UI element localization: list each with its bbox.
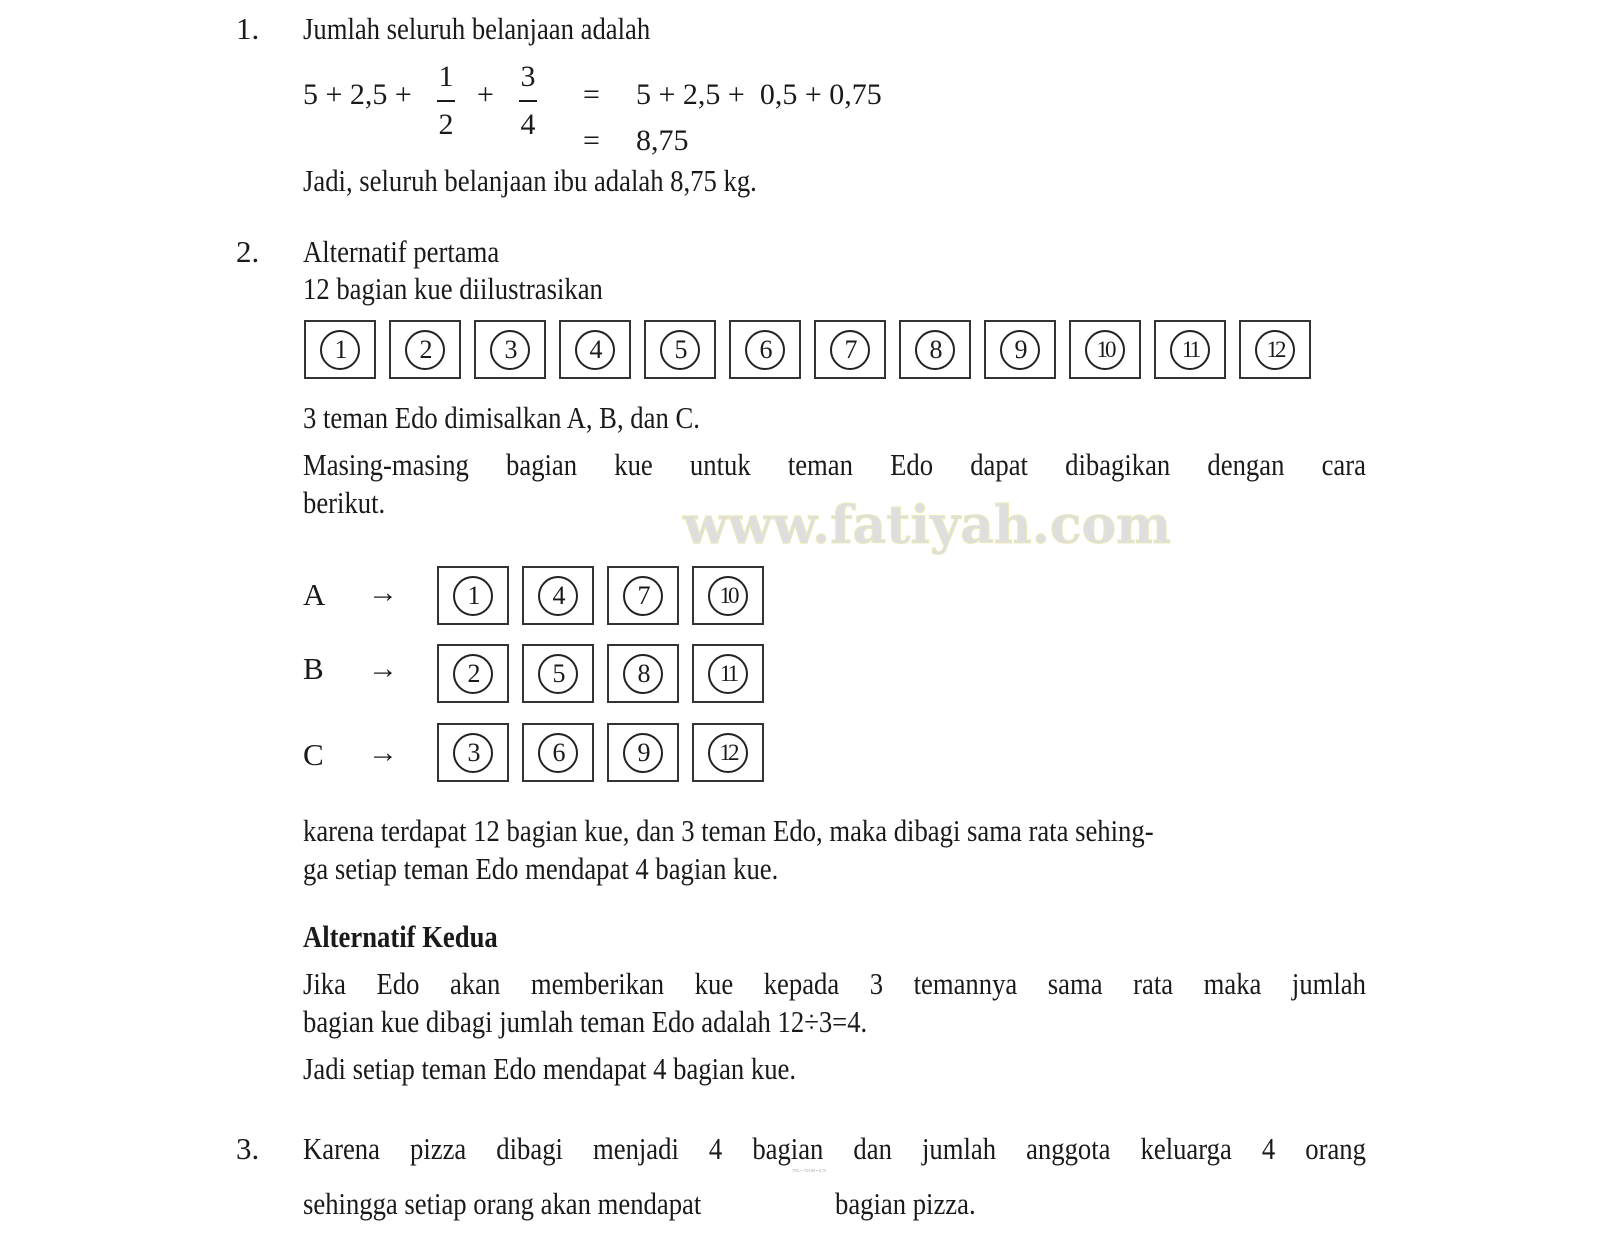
- question-3-line-1: Karena pizza dibagi menjadi 4 bagian dan jumlah anggota keluarga 4 orang: [303, 1131, 1366, 1166]
- question-3-line-2-start: sehingga setiap orang akan mendapat: [303, 1186, 702, 1221]
- friend-label: A: [303, 577, 326, 612]
- piece-number: 1: [453, 576, 493, 616]
- cake-piece: [899, 320, 971, 379]
- cake-piece: [607, 644, 679, 703]
- piece-number: 11: [1170, 330, 1210, 370]
- cake-piece: [607, 566, 679, 625]
- fraction-three-quarters: [513, 60, 543, 142]
- cake-piece: [474, 320, 546, 379]
- piece-number: 9: [1000, 330, 1040, 370]
- piece-number: 10: [1085, 330, 1125, 370]
- fraction-bar: [519, 100, 537, 102]
- cake-piece: [607, 723, 679, 782]
- piece-number: 12: [708, 733, 748, 773]
- friend-label: C: [303, 737, 324, 772]
- arrow-right-icon: →: [368, 576, 398, 609]
- cake-piece: [814, 320, 886, 379]
- cake-piece: [692, 723, 764, 782]
- cake-piece: [437, 644, 509, 703]
- piece-number: 12: [1255, 330, 1295, 370]
- equation-equals-2: =: [583, 124, 600, 157]
- piece-number: 5: [538, 654, 578, 694]
- question-1-conclusion: Jadi, seluruh belanjaan ibu adalah 8,75 kg.: [303, 163, 757, 198]
- fraction-denominator: 2: [438, 108, 454, 141]
- equation-plus: +: [477, 78, 494, 111]
- piece-number: 6: [745, 330, 785, 370]
- cake-piece: [729, 320, 801, 379]
- distribution-intro-line-1: Masing-masing bagian kue untuk teman Edo dapat dibagikan dengan cara: [303, 447, 1366, 482]
- alternative-2-title: Alternatif Kedua: [303, 919, 498, 954]
- piece-number: 9: [623, 733, 663, 773]
- piece-number: 3: [453, 733, 493, 773]
- cake-piece: [437, 566, 509, 625]
- cake-piece: [1069, 320, 1141, 379]
- piece-number: 10: [708, 576, 748, 616]
- alternative-2-line-2: bagian kue dibagi jumlah teman Edo adalah 12÷3=4.: [303, 1004, 868, 1039]
- question-3-number: 3.: [236, 1131, 260, 1166]
- cake-piece: [437, 723, 509, 782]
- piece-number: 2: [453, 654, 493, 694]
- friends-intro: 3 teman Edo dimisalkan A, B, dan C.: [303, 400, 700, 435]
- alternative-1-subtitle: 12 bagian kue diilustrasikan: [303, 271, 603, 306]
- piece-number: 7: [623, 576, 663, 616]
- fraction-one-half: [431, 60, 461, 142]
- alternative-2-line-1: Jika Edo akan memberikan kue kepada 3 temannya sama rata maka jumlah: [303, 966, 1366, 1001]
- piece-number: 1: [320, 330, 360, 370]
- piece-number: 2: [405, 330, 445, 370]
- cake-piece: [522, 644, 594, 703]
- alternative-2-conclusion: Jadi setiap teman Edo mendapat 4 bagian kue.: [303, 1051, 797, 1086]
- friend-label: B: [303, 651, 324, 686]
- equation-rhs-1: 5 + 2,5 + 0,5 + 0,75: [636, 78, 882, 111]
- cake-piece: [389, 320, 461, 379]
- piece-number: 4: [575, 330, 615, 370]
- cake-piece: [1154, 320, 1226, 379]
- piece-number: 8: [915, 330, 955, 370]
- equation-rhs-2: 8,75: [636, 124, 689, 157]
- watermark: www.fatiyah.com: [683, 495, 1172, 556]
- piece-number: 7: [830, 330, 870, 370]
- tiny-formula: 75% = 75/100 = 0,75: [792, 1168, 826, 1173]
- distribution-intro-line-2: berikut.: [303, 485, 386, 520]
- question-1-intro: Jumlah seluruh belanjaan adalah: [303, 11, 651, 46]
- cake-piece: [644, 320, 716, 379]
- piece-number: 3: [490, 330, 530, 370]
- alternative-1-title: Alternatif pertama: [303, 234, 500, 269]
- cake-piece: [559, 320, 631, 379]
- arrow-right-icon: →: [368, 652, 398, 685]
- piece-number: 4: [538, 576, 578, 616]
- cake-piece: [522, 723, 594, 782]
- question-3-line-2-end: bagian pizza.: [835, 1186, 976, 1221]
- cake-piece: [692, 644, 764, 703]
- piece-number: 5: [660, 330, 700, 370]
- cake-piece: [1239, 320, 1311, 379]
- fraction-bar: [437, 100, 455, 102]
- fraction-numerator: 3: [520, 60, 536, 93]
- cake-piece: [984, 320, 1056, 379]
- piece-number: 8: [623, 654, 663, 694]
- question-2-number: 2.: [236, 234, 260, 269]
- equation-equals-1: =: [583, 78, 600, 111]
- arrow-right-icon: →: [368, 736, 398, 769]
- piece-number: 11: [708, 654, 748, 694]
- piece-number: 6: [538, 733, 578, 773]
- alternative-1-conclusion-line-2: ga setiap teman Edo mendapat 4 bagian kue.: [303, 851, 779, 886]
- question-1-number: 1.: [236, 11, 260, 46]
- alternative-1-conclusion-line-1: karena terdapat 12 bagian kue, dan 3 teman Edo, maka dibagi sama rata sehing-: [303, 813, 1154, 848]
- equation-lhs-prefix: 5 + 2,5 +: [303, 78, 412, 111]
- fraction-denominator: 4: [520, 108, 536, 141]
- cake-piece: [522, 566, 594, 625]
- cake-piece: [304, 320, 376, 379]
- fraction-numerator: 1: [438, 60, 454, 93]
- cake-piece: [692, 566, 764, 625]
